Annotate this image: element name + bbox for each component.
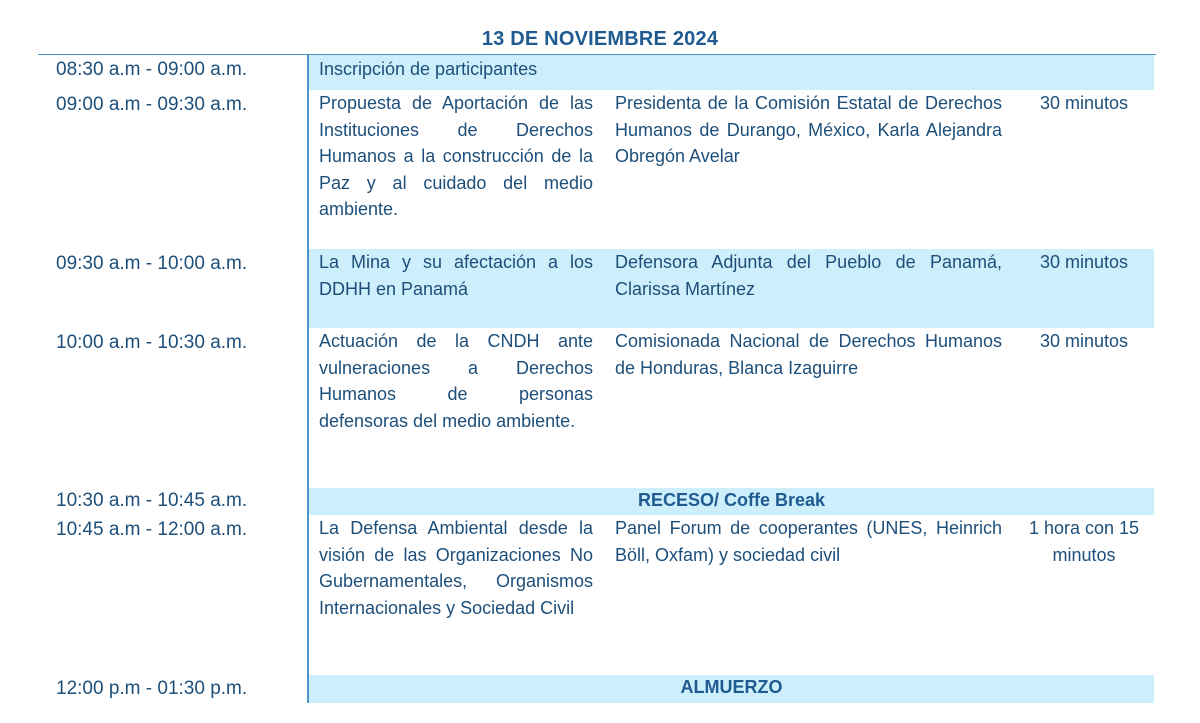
session-speaker: Comisionada Nacional de Derechos Humanos de Honduras, Blanca Izaguirre [615,331,1002,378]
page-title: 13 DE NOVIEMBRE 2024 [481,28,719,50]
session-topic: Actuación de la CNDH ante vulneraciones a Derechos Humanos de personas defensoras del medio ambiente. [319,331,593,431]
session-duration: 30 minutos [1039,252,1129,272]
session-duration: 1 hora con 15 minutos [1028,518,1140,565]
session-topic: Inscripción de participantes [319,59,538,79]
session-duration: 30 minutos [1039,93,1129,113]
session-speaker: Defensora Adjunta del Pueblo de Panamá, Clarissa Martínez [615,252,1002,299]
time-slot: 09:30 a.m - 10:00 a.m. [56,253,248,274]
time-slot: 09:00 a.m - 09:30 a.m. [56,94,248,115]
session-topic: Propuesta de Aportación de las Instituciones de Derechos Humanos a la construcción de la Paz y al cuidado del medio ambiente. [319,93,593,220]
time-slot: 10:30 a.m - 10:45 a.m. [56,490,248,511]
session-topic: La Defensa Ambiental desde la visión de las Organizaciones No Gubernamentales, Organismos Internacionales y Sociedad Civil [319,518,593,618]
session-topic: La Mina y su afectación a los DDHH en Panamá [319,252,593,299]
lunch-banner: ALMUERZO [680,677,783,697]
time-slot: 12:00 p.m - 01:30 p.m. [56,678,248,699]
session-duration: 30 minutos [1039,331,1129,351]
session-speaker: Presidenta de la Comisión Estatal de Derechos Humanos de Durango, México, Karla Alejandra Obregón Avelar [615,93,1002,167]
time-slot: 10:00 a.m - 10:30 a.m. [56,332,248,353]
time-slot: 10:45 a.m - 12:00 a.m. [56,519,248,540]
time-slot: 08:30 a.m - 09:00 a.m. [56,59,248,80]
session-speaker: Panel Forum de cooperantes (UNES, Heinrich Böll, Oxfam) y sociedad civil [615,518,1002,565]
break-banner: RECESO/ Coffe Break [637,490,826,510]
column-divider [307,55,309,703]
